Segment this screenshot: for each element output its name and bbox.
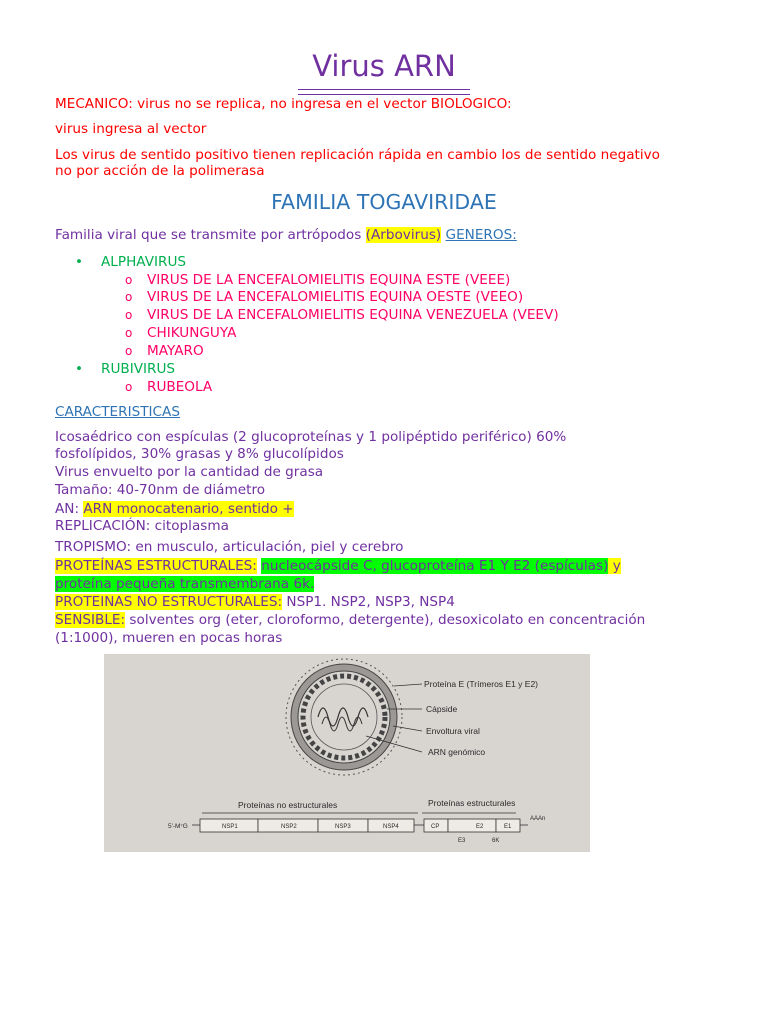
segment-label: NSP3 [335,824,351,830]
segment-label: E1 [504,824,512,830]
species-item [125,289,523,306]
species-item [125,272,510,289]
intro-line-sentido-a: Los virus de sentido positivo tienen replicación rápida en cambio los de sentido negativo [55,147,661,163]
species-name: VIRUS DE LA ENCEFALOMIELITIS EQUINA VENEZUELA (VEEV) [147,307,559,323]
sub-bullet-icon: o [125,344,133,358]
label-polya: AAAn [530,816,546,822]
genus-name: ALPHAVIRUS [101,254,187,270]
generos-link[interactable]: GENEROS: [445,227,517,243]
intro-line-mecanico: MECANICO: virus no se replica, no ingresa en el vector BIOLOGICO: [55,96,512,112]
sub-bullet-icon: o [125,273,133,287]
char-line-envelope: Virus envuelto por la cantidad de grasa [55,464,324,480]
virus-diagram [104,654,590,852]
char-line-structural-a [55,558,621,575]
char-line-sensible-b: (1:1000), mueren en pocas horas [55,630,283,646]
label-proteina-e: Proteína E (Trímeros E1 y E2) [424,679,538,689]
family-description [55,227,517,244]
species-name: RUBEOLA [147,379,213,395]
char-line-replicacion: REPLICACIÓN: citoplasma [55,518,229,534]
label-cap: 5'-M⁷G [168,823,188,830]
label-estructurales: Proteínas estructurales [428,798,516,808]
char-line-nonstructural [55,594,455,611]
genus-name: RUBIVIRUS [101,361,176,377]
an-label: AN: [55,501,84,517]
page-title: Virus ARN [312,49,456,83]
char-line-an [55,501,294,518]
species-name: VIRUS DE LA ENCEFALOMIELITIS EQUINA ESTE (VEEE) [147,272,511,288]
char-line-sensible-a [55,612,645,629]
char-line-size: Tamaño: 40-70nm de diámetro [55,482,266,498]
segment-label: NSP4 [383,824,399,830]
segment-label: NSP2 [281,824,297,830]
char-line-composition-a: Icosaédrico con espículas (2 glucoproteínas y 1 polipéptido periférico) 60% [55,429,567,445]
label-no-estructurales: Proteínas no estructurales [238,800,338,810]
char-line-structural-b [55,576,314,593]
intro-line-biologico: virus ingresa al vector [55,121,207,137]
char-line-composition-b: fosfolípidos, 30% grasas y 8% glucolípidos [55,446,344,462]
segment-label: CP [431,824,440,830]
sensible-label: SENSIBLE: [55,612,126,628]
genome-bar [200,819,520,832]
intro-line-sentido-b: no por acción de la polimerasa [55,163,265,179]
sub-bullet-icon: o [125,380,133,394]
sub-bullet-icon: o [125,308,133,322]
species-name: VIRUS DE LA ENCEFALOMIELITIS EQUINA OESTE (VEEO) [147,289,524,305]
segment-label: NSP1 [222,824,238,830]
species-item [125,343,204,360]
species-item [125,307,559,324]
structural-label: PROTEÍNAS ESTRUCTURALES: [55,558,257,574]
nonstructural-value: NSP1. NSP2, NSP3, NSP4 [282,594,455,610]
sub-bullet-icon: o [125,290,133,304]
structural-conjunction: y [608,558,621,574]
genus-item-alphavirus [75,254,186,271]
label-envoltura: Envoltura viral [426,726,480,736]
char-line-tropismo: TROPISMO: en musculo, articulación, piel y cerebro [55,539,404,555]
characteristics-heading[interactable]: CARACTERISTICAS [55,404,180,420]
segment-label: E2 [476,824,484,830]
structural-value-cont: proteína pequeña transmembrana 6k. [55,576,315,592]
virus-diagram-image [104,654,590,852]
label-arn: ARN genómico [428,747,486,757]
sub-bullet-icon: o [125,326,133,340]
family-heading: FAMILIA TOGAVIRIDAE [271,190,497,214]
sub-label-6k: 6K [492,838,500,844]
sensible-value: solventes org (eter, cloroformo, detergente), desoxicolato en concentración [125,612,646,628]
an-value: ARN monocatenario, sentido + [83,501,294,517]
species-name: CHIKUNGUYA [147,325,237,341]
sub-label-e3: E3 [458,838,466,844]
bullet-icon: • [75,254,84,270]
family-description-text: Familia viral que se transmite por artrópodos [55,227,366,243]
structural-value: nucleocápside C, glucoproteína E1 Y E2 (espículas) [261,558,609,574]
species-item [125,379,212,396]
species-name: MAYARO [147,343,204,359]
title-underline [298,89,470,95]
label-capside: Cápside [426,704,458,714]
nonstructural-label: PROTEINAS NO ESTRUCTURALES: [55,594,283,610]
genus-item-rubivirus [75,361,175,378]
species-item [125,325,236,342]
arbovirus-highlight: (Arbovirus) [365,227,442,243]
bullet-icon: • [75,361,84,377]
